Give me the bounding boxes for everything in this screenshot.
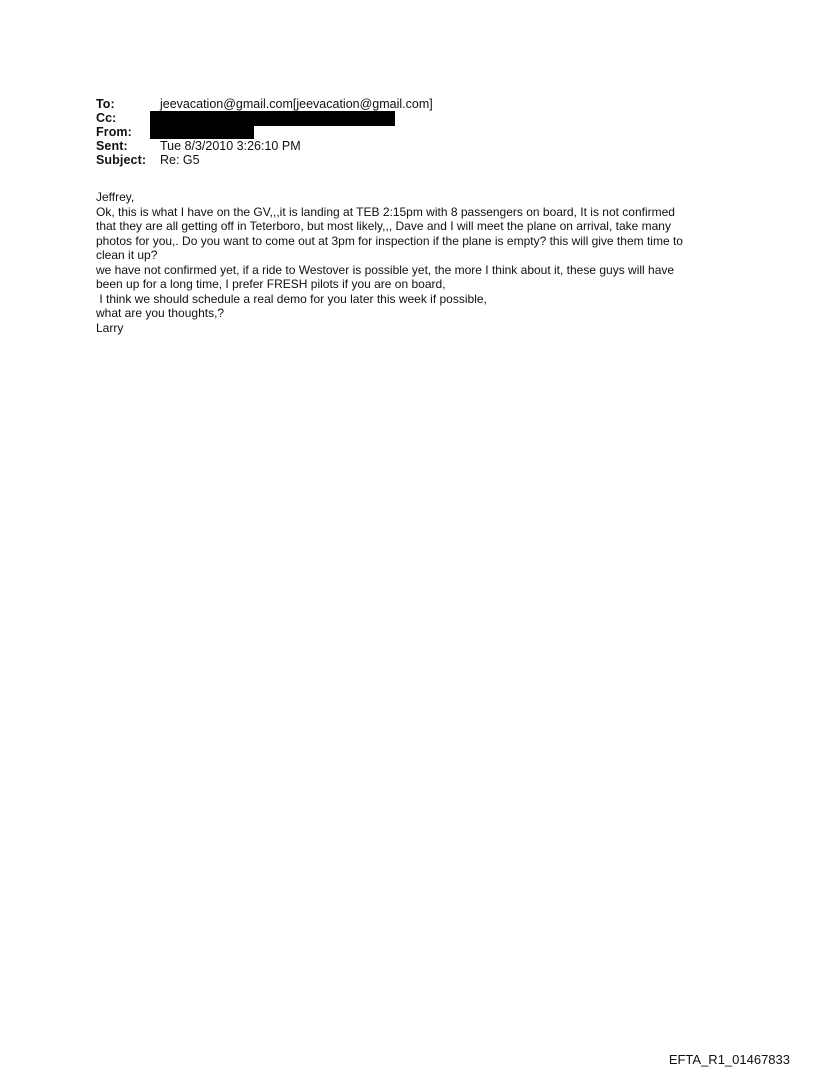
subject-row bbox=[96, 153, 736, 167]
sent-label: Sent: bbox=[96, 139, 128, 153]
body-line: that they are all getting off in Teterboro, but most likely,,, Dave and I will meet the plane on arrival, take many bbox=[96, 219, 671, 233]
to-row bbox=[96, 97, 736, 111]
body-line: Ok, this is what I have on the GV,,,it is landing at TEB 2:15pm with 8 passengers on board, It is not confirmed bbox=[96, 204, 675, 219]
to-label: To: bbox=[96, 97, 115, 111]
redaction-bar-from bbox=[150, 125, 254, 139]
from-label: From: bbox=[96, 125, 132, 139]
cc-label: Cc: bbox=[96, 111, 117, 125]
sent-value: Tue 8/3/2010 3:26:10 PM bbox=[160, 139, 301, 153]
body-line: photos for you,. Do you want to come out at 3pm for inspection if the plane is empty? this will give them time to bbox=[96, 233, 683, 248]
body-line: Jeffrey, bbox=[96, 190, 135, 204]
document-id: EFTA_R1_01467833 bbox=[668, 1052, 790, 1067]
signature: Larry bbox=[96, 320, 124, 335]
sent-row bbox=[96, 139, 736, 153]
body-line: we have not confirmed yet, if a ride to Westover is possible yet, the more I think about it, these guys will have bbox=[96, 262, 675, 277]
body-line: what are you thoughts,? bbox=[96, 306, 225, 320]
to-value: jeevacation@gmail.com[jeevacation@gmail.com] bbox=[160, 97, 433, 111]
email-body bbox=[96, 190, 736, 335]
redaction-bar-cc bbox=[150, 111, 395, 126]
subject-value: Re: G5 bbox=[160, 153, 200, 167]
body-line: been up for a long time, I prefer FRESH pilots if you are on board, bbox=[96, 277, 446, 291]
body-line: clean it up? bbox=[96, 248, 158, 262]
body-line: I think we should schedule a real demo for you later this week if possible, bbox=[96, 291, 487, 306]
subject-label: Subject: bbox=[96, 153, 147, 167]
